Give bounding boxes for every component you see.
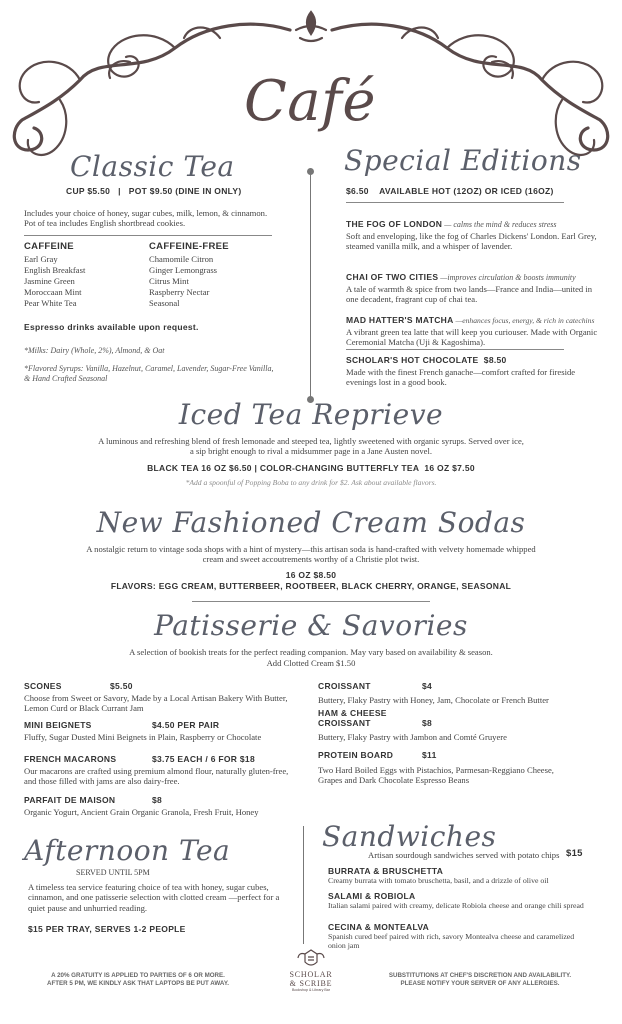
caffeine-heading: CAFFEINE (24, 241, 74, 252)
special-item (346, 265, 598, 305)
laptop-note: AFTER 5 PM, WE KINDLY ASK THAT LAPTOPS BE PUT AWAY. (47, 980, 229, 987)
menu-item (318, 743, 588, 786)
patisserie-intro: A selection of bookish treats for the perfect reading companion. May vary based on availability & season. (129, 647, 493, 657)
cream-sodas-description: A nostalgic return to vintage soda shops with a hint of mystery—this artisan soda is hand-crafted with velvety homemade whipped cream and sweet accoutrements worthy of a Christie plot twist. (86, 544, 536, 565)
vertical-divider (310, 172, 311, 398)
item-price: $4.50 PER PAIR (152, 720, 220, 730)
footer-left (28, 972, 248, 988)
item-name: PARFAIT DE MAISON (24, 795, 116, 805)
item-tagline: —improves circulation & boosts immunity (440, 273, 576, 282)
classic-tea-title: Classic Tea (70, 150, 235, 183)
item-price: $11 (422, 750, 437, 760)
footer-right (360, 972, 600, 988)
list-item: Earl Gray (24, 254, 58, 264)
item-desc: Soft and enveloping, like the fog of Charles Dickens' London. Earl Grey, steamed vanilla milk, and a whisper of lavender. (346, 231, 597, 252)
caffeine-free-list (149, 254, 217, 309)
item-name: FRENCH MACARONS (24, 754, 117, 764)
item-name: HAM & CHEESE CROISSANT (318, 708, 387, 728)
boba-note: *Add a spoonful of Popping Boba to any drink for $2. Ask about available flavors. (185, 478, 437, 487)
sandwiches-title: Sandwiches (322, 820, 497, 853)
list-item: Chamomile Citron (149, 254, 214, 264)
item-name: MAD HATTER'S MATCHA (346, 315, 454, 325)
hot-chocolate-desc: Made with the finest French ganache—comfort crafted for fireside evenings lost in a good book. (346, 367, 576, 388)
menu-item (24, 747, 294, 787)
item-name: SCONES (24, 681, 62, 691)
list-item: Raspberry Nectar (149, 287, 210, 297)
milks-note: *Milks: Dairy (Whole, 2%), Almond, & Oat (24, 346, 165, 355)
item-tagline: —enhances focus, energy, & rich in catechins (455, 316, 595, 325)
sandwich-item (328, 891, 590, 910)
list-item: Jasmine Green (24, 276, 75, 286)
sandwich-item (328, 866, 590, 885)
item-desc: Choose from Sweet or Savory, Made by a Local Artisan Bakery With Butter, Lemon Curd or Black Currant Jam (24, 693, 288, 714)
item-desc: Spanish cured beef paired with rich, savory Montealva cheese and caramelized onion jam (328, 932, 575, 950)
menu-item (24, 674, 294, 714)
item-name: THE FOG OF LONDON (346, 219, 443, 229)
clotted-cream-note: Add Clotted Cream $1.50 (266, 658, 356, 668)
item-name: CHAI OF TWO CITIES (346, 272, 439, 282)
cafe-title: Café (243, 69, 377, 134)
logo-line: SCHOLAR (289, 970, 333, 979)
special-editions-price: $6.50 AVAILABLE HOT (12OZ) OR ICED (16OZ) (346, 186, 554, 196)
menu-item (24, 788, 304, 817)
list-item: Citrus Mint (149, 276, 189, 286)
item-price: $8 (422, 718, 433, 728)
sandwiches-price: $15 (566, 848, 583, 859)
allergy-note: PLEASE NOTIFY YOUR SERVER OF ANY ALLERGIES. (400, 980, 560, 987)
iced-tea-description: A luminous and refreshing blend of fresh lemonade and steeped tea, lightly sweetened with organic syrups. Served over ice, a sip bright enough to rival a midsummer page in a Jane Austen novel. (98, 436, 524, 457)
menu-item (318, 674, 588, 705)
item-name: PROTEIN BOARD (318, 750, 394, 760)
afternoon-tea-description: A timeless tea service featuring choice of tea with honey, sugar cubes, cinnamon, and one patisserie selection with clotted cream —perfect for a quiet pause and unhurried reading. (28, 882, 280, 913)
cream-sodas-size: 16 OZ $8.50 (285, 570, 337, 580)
item-name: MINI BEIGNETS (24, 720, 92, 730)
logo-tagline: Bookshop & Library Bar (292, 988, 330, 992)
item-desc: Buttery, Flaky Pastry with Jambon and Comté Gruyere (318, 732, 507, 742)
list-item: Ginger Lemongrass (149, 265, 218, 275)
special-item (346, 212, 598, 252)
item-price: $5.50 (110, 681, 133, 691)
classic-tea-description: Includes your choice of honey, sugar cubes, milk, lemon, & cinnamon. Pot of tea includes English shortbread cookies. (24, 208, 268, 229)
item-price: $3.75 EACH / 6 FOR $18 (152, 754, 255, 764)
patisserie-title: Patisserie & Savories (154, 609, 468, 642)
list-item: Seasonal (149, 298, 180, 308)
scholar-scribe-crest-icon (296, 948, 326, 970)
list-item: Pear White Tea (24, 298, 77, 308)
item-desc: Organic Yogurt, Ancient Grain Organic Granola, Fresh Fruit, Honey (24, 807, 259, 817)
special-divider (346, 349, 564, 350)
item-desc: A vibrant green tea latte that will keep you curiouser. Made with Organic Ceremonial Matcha (Uji & Kagoshima). (346, 327, 598, 348)
caffeine-list (24, 254, 85, 309)
item-desc: Two Hard Boiled Eggs with Pistachios, Parmesan-Reggiano Cheese, Grapes and Dark Chocolate Espresso Beans (318, 765, 554, 786)
afternoon-tea-served: SERVED UNTIL 5PM (76, 868, 150, 877)
afternoon-tea-price: $15 PER TRAY, SERVES 1-2 PEOPLE (28, 924, 186, 934)
espresso-note: Espresso drinks available upon request. (24, 322, 199, 332)
special-divider (346, 202, 564, 203)
item-name: SALAMI & ROBIOLA (328, 891, 416, 901)
classic-tea-divider (24, 235, 272, 236)
cream-sodas-title: New Fashioned Cream Sodas (96, 506, 526, 539)
item-price: $8 (152, 795, 163, 805)
divider-dot (307, 168, 314, 175)
sandwich-item (328, 922, 590, 950)
gratuity-note: A 20% GRATUITY IS APPLIED TO PARTIES OF 6 OR MORE. (51, 972, 225, 979)
item-name: CROISSANT (318, 681, 371, 691)
list-item: Moroccaan Mint (24, 287, 82, 297)
item-desc: Creamy burrata with tomato bruschetta, basil, and a drizzle of olive oil (328, 876, 549, 885)
substitutions-note: SUBSTITUTIONS AT CHEF'S DISCRETION AND AVAILABILITY. (388, 972, 572, 979)
vertical-divider (303, 826, 304, 944)
syrups-note: *Flavored Syrups: Vanilla, Hazelnut, Caramel, Lavender, Sugar-Free Vanilla, & Hand Crafted Seasonal (24, 364, 274, 383)
iced-tea-title: Iced Tea Reprieve (178, 398, 444, 431)
item-name: CECINA & MONTEALVA (328, 922, 430, 932)
special-item (346, 308, 608, 348)
sandwiches-subtitle: Artisan sourdough sandwiches served with potato chips (368, 850, 560, 860)
item-tagline: — calms the mind & reduces stress (444, 220, 557, 229)
caffeine-free-heading: CAFFEINE-FREE (149, 241, 229, 252)
scholar-scribe-logo (276, 970, 346, 993)
item-price: $4 (422, 681, 433, 691)
special-editions-title: Special Editions (344, 144, 582, 177)
iced-tea-prices: BLACK TEA 16 OZ $6.50 | COLOR-CHANGING BUTTERFLY TEA 16 OZ $7.50 (147, 463, 475, 473)
item-name: BURRATA & BRUSCHETTA (328, 866, 444, 876)
menu-item (318, 708, 588, 742)
logo-line: & SCRIBE (289, 979, 333, 988)
item-desc: Fluffy, Sugar Dusted Mini Beignets in Plain, Raspberry or Chocolate (24, 732, 262, 742)
afternoon-tea-title: Afternoon Tea (24, 834, 231, 867)
menu-item (24, 713, 304, 742)
item-desc: A tale of warmth & spice from two lands—France and India—united in one decadent, fragrant cup of chai tea. (346, 284, 593, 305)
item-desc: Our macarons are crafted using premium almond flour, naturally gluten-free, and those filled with jams are also dairy-free. (24, 766, 289, 787)
cream-sodas-flavors: FLAVORS: EGG CREAM, BUTTERBEER, ROOTBEER, BLACK CHERRY, ORANGE, SEASONAL (110, 581, 512, 591)
list-item: English Breakfast (24, 265, 86, 275)
item-desc: Italian salami paired with creamy, delicate Robiola cheese and orange chili spread (328, 901, 584, 910)
classic-tea-prices: CUP $5.50 | POT $9.50 (DINE IN ONLY) (66, 186, 242, 196)
soda-divider (192, 601, 430, 602)
hot-chocolate-name: SCHOLAR'S HOT CHOCOLATE $8.50 (346, 355, 507, 365)
item-desc: Buttery, Flaky Pastry with Honey, Jam, Chocolate or French Butter (318, 695, 549, 705)
